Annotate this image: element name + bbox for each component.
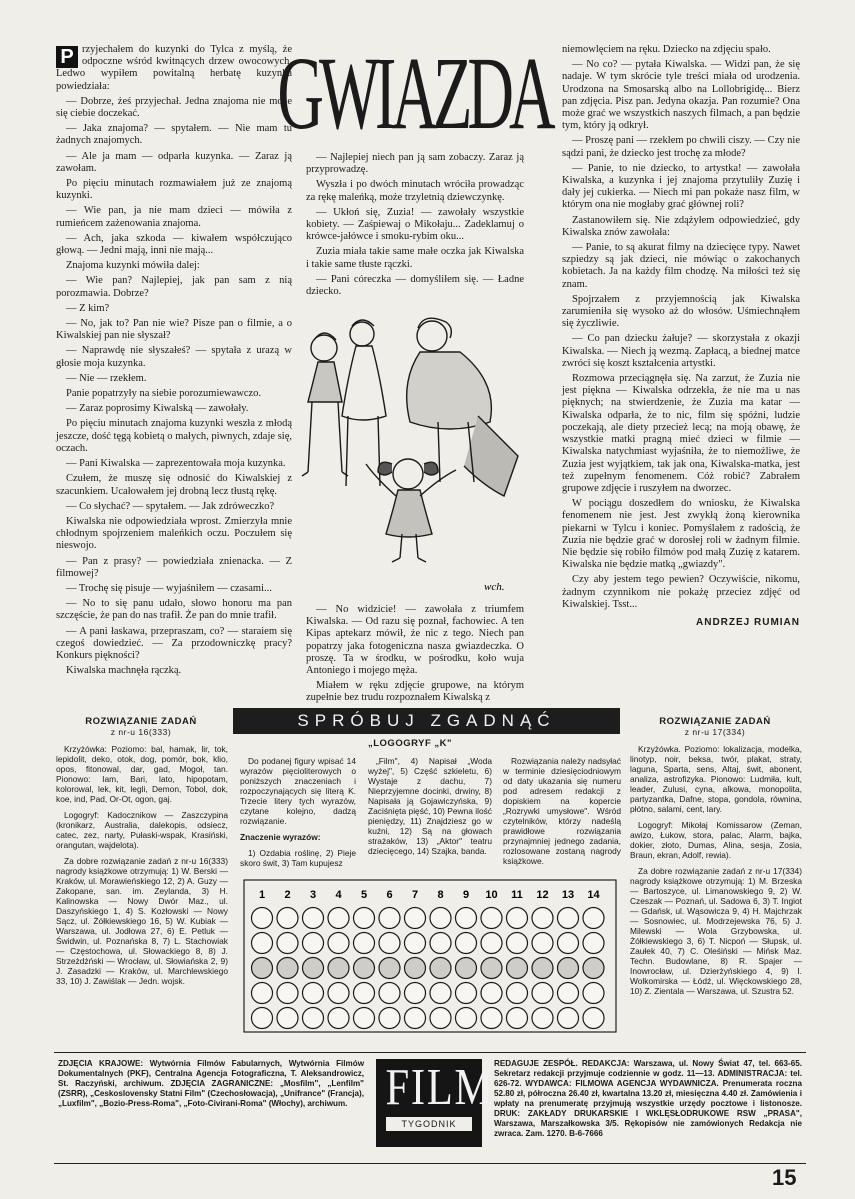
grid-letter-cell[interactable] [354, 958, 375, 979]
grid-letter-cell[interactable] [303, 958, 324, 979]
grid-letter-cell[interactable] [354, 908, 375, 929]
article-paragraph: — Pan z prasy? — powiedziała znienacka. — Z filmowej? [56, 555, 292, 579]
grid-letter-cell[interactable] [430, 908, 451, 929]
article-paragraph-text: rzyjechałem do kuzynki do Tylca z myślą, że odpoczne wśród kwitnących drzew owocowych. Ledwo wypiłem powitalną herbatę kuzynka powiedziała: [56, 44, 292, 92]
grid-letter-cell[interactable] [558, 933, 579, 954]
grid-letter-cell[interactable] [430, 1008, 451, 1029]
article-paragraph: — Wie pan, ja nie mam dzieci — mówiła z rumieńcem zażenowania znajoma. [56, 205, 292, 229]
grid-letter-cell[interactable] [354, 1008, 375, 1029]
grid-letter-cell[interactable] [507, 933, 528, 954]
grid-letter-cell[interactable] [558, 1008, 579, 1029]
grid-letter-cell[interactable] [405, 983, 426, 1004]
grid-letter-cell[interactable] [252, 1008, 273, 1029]
grid-letter-cell[interactable] [405, 1008, 426, 1029]
article-paragraph: — Proszę pani — rzekłem po chwili ciszy. — Czy nie sądzi pani, że dziecko jest trochę za młode? [562, 135, 800, 159]
article-paragraph: — Trochę się pisuje — wyjaśniłem — czasami... [66, 582, 272, 594]
grid-letter-cell[interactable] [379, 933, 400, 954]
article-paragraph: Po pięciu minutach znajoma kuzynki weszła z młodą jeszcze, dość tęgą kobietą o małych, piwnych, zdaje się, oczach. [56, 418, 292, 454]
article-paragraph: Kiwalska nie odpowiedziała wprost. Zmierzyła mnie chłodnym spojrzeniem maleńkich oczu. Poczułem się nieswojo. [56, 515, 292, 552]
article-paragraph: — Pani córeczka — domyśliłem się. — Ładne dziecko. [306, 273, 524, 298]
grid-letter-cell[interactable] [481, 908, 502, 929]
grid-letter-cell[interactable] [583, 983, 604, 1004]
masthead-footer [54, 1052, 806, 1164]
grid-letter-cell[interactable] [583, 958, 604, 979]
submission-rules-text: Rozwiązania należy nadsyłać w terminie dziesięciodniowym od daty ukazania się numeru pod adresem redakcji z dopiskiem na kopercie „Rozrywki umysłowe". Wśród czytelników, którzy nadeślą prawidłowe rozwiązania przynajmniej jednego zadania, rozlosowane zostaną nagrody książkowe. [503, 756, 621, 866]
grid-column-number: 14 [587, 889, 600, 901]
solutions-right-text [630, 744, 802, 1002]
article-title: GWIAZDA [277, 36, 551, 151]
author-signature: ANDRZEJ RUMIAN [696, 616, 800, 628]
grid-letter-cell[interactable] [277, 983, 298, 1004]
article-paragraph: — No to się panu udało, słowo honoru ma pan szczęście, że pan do nas trafił. Że pan do mnie trafił. [56, 598, 292, 622]
grid-letter-cell[interactable] [277, 908, 298, 929]
illustration-signature: wch. [484, 581, 505, 593]
article-paragraph: Znajoma kuzynki mówiła dalej: [66, 260, 200, 272]
winners-list: Za dobre rozwiązanie zadań z nr-u 16(333) nagrody książkowe otrzymują: 1) W. Berski — Kraków, ul. Morawieńskiego 12, 2) A. Guzy — Zakopane, san. im. Zeylanda, 3) H. Kalinowska — Nowy Dwór Maz., ul. Daszyńskiego 1, 4) S. Kozłowski — Nowy Sącz, ul. Żółkiewskiego 16, 5) W. Kubiak — Warszawa, ul. Jodłowa 27, 6) E. Petluk — Świdwin, ul. Poznańska 8, 7) L. Stachowiak — Częstochowa, ul. Słowackiego 8, 8) J. Strzeżdżński — Wrocław, ul. Słowiańska 2, 9) J. Zasadzki — Kraków, ul. Marchlewskiego 33, 10) J. Zawiślak — Jedn. wojsk. [56, 856, 228, 986]
logogryph-heading: „LOGOGRYF „K" [367, 738, 452, 749]
article-paragraph: Kiwalska machnęła rączką. [66, 665, 182, 677]
grid-letter-cell[interactable] [328, 908, 349, 929]
crossword-solution: Krzyżówka. Poziomo: lokalizacja, modelka, linotyp, noir, beksa, twór, plakat, straty, laguna, Sparta, sens, Altaj, świt, abonent, analiza, astrofizyka. Pionowo: Ludmiła, kult, leader, Zulusi, cyna, alkowa, monopolita, partyzantka, Dafne, stopa, gondola, równina, płótno, salami, cent, lary. [630, 744, 802, 814]
solutions-heading-right [630, 716, 800, 737]
grid-letter-cell[interactable] [252, 908, 273, 929]
grid-letter-cell[interactable] [303, 983, 324, 1004]
article-paragraph: — Panie, to są akurat filmy na dziecięce typy. Nawet szpiedzy są jak dzieci, nie mówiąc o zakochanych kobietach. Ja na każdy film chodzę. Na miłości też się znam. [562, 242, 800, 290]
grid-letter-cell[interactable] [405, 958, 426, 979]
article-paragraph: Zastanowiłem się. Nie zdążyłem odpowiedzieć, gdy Kiwalska znów zawołała: [562, 214, 800, 238]
article-paragraph: — Panie, to nie dziecko, to artystka! — zawołała Kiwalska, a kuzynka i jej znajoma przytuliły Zuzię i dały jej cukierka. — Niech mi pan pokaże nasz film, w którym ona nie mogłaby grać głównej roli? [562, 162, 800, 211]
grid-letter-cell[interactable] [328, 933, 349, 954]
article-paragraph: — Ale ja mam — odparła kuzynka. — Zaraz ją zawołam. [56, 150, 292, 174]
article-paragraph: niemowlęciem na ręku. Dziecko na zdjęciu spało. [562, 44, 771, 55]
grid-letter-cell[interactable] [379, 958, 400, 979]
word-meanings-label: Znaczenie wyrazów: [240, 832, 321, 842]
grid-letter-cell[interactable] [354, 983, 375, 1004]
grid-letter-cell[interactable] [252, 983, 273, 1004]
article-paragraph: Czułem, że muszę się odnosić do Kiwalskiej z szacunkiem. Ucałowałem jej drobną lecz tłustą rękę. [56, 473, 292, 497]
word-meanings-text: „Film", 4) Napisał „Woda wyżej", 5) Część szkieletu, 6) Wystaje z dachu, 7) Nieprzyjemne docinki, drwiny, 8) Napisała ją Gojawiczyńska, 9) Zaciśnięta pięść, 10) Pewna ilość pieniędzy, 11) Znajdziesz go w kuźni, 12) Są na głowach strażaków, 13) „Aktor" teatru dziecięcego, 14) Szajka, banda. [368, 756, 492, 856]
article-column-3 [562, 44, 800, 629]
article-paragraph: — Co słychać? — spytałem. — Jak zdróweczko? [66, 500, 275, 512]
article-paragraph: — No, jak to? Pan nie wie? Pisze pan o filmie, a o Kiwalskiej pan nie słyszał? [56, 318, 292, 342]
grid-letter-cell[interactable] [532, 958, 553, 979]
article-paragraph: — Pani Kiwalska — zaprezentowała moja kuzynka. [66, 458, 286, 470]
editorial-info: REDAGUJE ZESPÓŁ. REDAKCJA: Warszawa, ul. Nowy Świat 47, tel. 663-65. Sekretarz redakcji przyjmuje codziennie w godz. 11—13. ADMINISTRACJA: tel. 626-72. WYDAWCA: FILMOWA AGENCJA WYDAWNICZA. Prenumerata roczna 52.80 zł, półroczna 26.40 zł, kwartalna 13.20 zł, miesięczna 4.40 zł. Zamówienia i wpłaty na prenumeratę przyjmują wszystkie urzędy pocztowe i listonosze. DRUK: ZAKŁADY DRUKARSKIE I WKLĘSŁODRUKOWE RSW „PRASA", Warszawa, Marszałkowska 3/5. Rękopisów nie zamówionych Redakcja nie zwraca. Zam. 1270. B-6-7666 [494, 1059, 802, 1138]
grid-column-number: 10 [485, 889, 498, 901]
winners-list: Za dobre rozwiązanie zadań z nr-u 17(334) nagrody książkowe otrzymują: 1) M. Brzeska — Bartoszyce, ul. Limanowskiego 9, 2) W. Czeszak — Poznań, ul. Sadowa 6, 3) T. Ingiot — Gdańsk, ul. Wąsowicza 9, 4) H. Majchrzak — Sosnowiec, ul. Modrzejewska 76, 5) J. Milewski — Wola Grzybowska, ul. Żółkiewskiego 3, 6) T. Nicpoń — Słupsk, ul. Zaułek 40, 7) C. Oleśiński — Mińsk Maz. Techn. Budowlane, 8) R. Spajer — Inowrocław, ul. Dzierżyńskiego 4, 9) I. Wolkomirska — Łódź, ul. Więckowskiego 28, 10) Z. Zientala — Warszawa, ul. Szustra 52. [630, 866, 802, 996]
grid-letter-cell[interactable] [507, 958, 528, 979]
grid-letter-cell[interactable] [507, 983, 528, 1004]
article-paragraph: — Wie pan? Najlepiej, jak pan sam z nią porozmawia. Dobrze? [56, 275, 292, 299]
grid-column-number: 12 [536, 889, 549, 901]
grid-letter-cell[interactable] [456, 933, 477, 954]
logogryph-grid [240, 876, 620, 1036]
grid-letter-cell[interactable] [354, 933, 375, 954]
grid-letter-cell[interactable] [379, 1008, 400, 1029]
grid-column-number: 5 [360, 889, 368, 901]
grid-letter-cell[interactable] [583, 1008, 604, 1029]
grid-letter-cell[interactable] [532, 1008, 553, 1029]
logo-wordmark: FILM [385, 1059, 494, 1116]
article-paragraph: — A pani łaskawa, przepraszam, co? — staraiem się czegoś dowiedzieć. — Za przodowniczkę pracy? Konkurs piękności? [56, 625, 292, 661]
article-paragraph: Zuzia miała takie same małe oczka jak Kiwalska i takie same tłuste rączki. [306, 246, 524, 270]
article-paragraph: Wyszła i po dwóch minutach wróciła prowadząc za rękę maleńką, może trzyletnią dziewczynkę. [306, 179, 524, 203]
solutions-issue: z nr-u 17(334) [684, 727, 746, 737]
grid-letter-cell[interactable] [481, 958, 502, 979]
article-paragraph [56, 44, 292, 93]
grid-letter-cell[interactable] [583, 908, 604, 929]
grid-letter-cell[interactable] [456, 908, 477, 929]
article-paragraph: Rozmowa przeciągnęła się. Na zarzut, że Zuzia nie jest piękna — Kiwalska odrzekła, że nie ma u nas pięknych; na stwierdzenie, że Zuzia ma katar — Kiwalska odparła, że to nic, film się spóźni, ludzie poczekają, ale diety przecież lecą; na moją obawę, że wszystkie matki pragną mieć dzieci w filmie — Kiwalska natychmiast wyjaśniła, że to niemożliwe, że Zuzia jest wyjątkiem, tak jak ona, Kiwalska-matka, jest też zupełnym fenomenem. Cóż robić? Zabrałem grupowe zdjęcie i ruszyłem na dworzec. [562, 373, 800, 494]
grid-frame [244, 880, 616, 1032]
article-paragraph: — Dobrze, żeś przyjechał. Jedna znajoma nie może się ciebie doczekać. [56, 95, 292, 120]
grid-letter-cell[interactable] [430, 958, 451, 979]
grid-letter-cell[interactable] [303, 1008, 324, 1029]
logo-subtitle: TYGODNIK [386, 1117, 472, 1131]
grid-letter-cell[interactable] [558, 958, 579, 979]
grid-letter-cell[interactable] [507, 1008, 528, 1029]
grid-column-number: 3 [309, 889, 317, 901]
grid-column-number: 13 [561, 889, 575, 901]
article-paragraph: — Naprawdę nie słyszałeś? — spytała z urazą w głosie moja kuzynka. [56, 345, 292, 369]
grid-column-number: 11 [511, 889, 523, 901]
grid-letter-cell[interactable] [481, 983, 502, 1004]
article-paragraph: Spojrzałem z przyjemnością jak Kiwalska zarumieniła się wysoko aż do włosów. Uśmiechnąłem się życzliwie. [562, 293, 800, 330]
film-logo [376, 1059, 494, 1147]
logogryph-solution: Logogryf: Mikołaj Komissarow (Zeman, awizo, Łukow, stora, palac, Alarm, bajka, dokier, złoto, Dumas, Alina, sesja, Zosia, Braun, ekran, Adolf, rewia). [630, 820, 802, 860]
grid-letter-cell[interactable] [532, 908, 553, 929]
puzzle-instructions-text: Do podanej figury wpisać 14 wyrazów pięcioliterowych o poniższych znaczeniach i rozpoczynających się literą K. Trzecie litery tych wyrazów, czytane kolejno, dadzą rozwiązanie. [240, 756, 356, 826]
article-paragraph: — No co? — pytała Kiwalska. — Widzi pan, że się nadaje. W tym skrócie tyle treści miała od urodzenia. Urodzona na Smosarską albo na Lollobrigidę... Bierz pan zdjęcia. Pisz pan. Jedyna okazja. Pan rozumie? Ona może grać we wszystkich naszych filmach, a pan będzie tym, który ją odkrył. [562, 59, 800, 132]
article-paragraph: — Ach, jaka szkoda — kiwałem współczująco głową. — Jedni mają, inni nie mają... [56, 232, 292, 257]
grid-letter-cell[interactable] [558, 983, 579, 1004]
article-paragraph: — Nie — rzekłem. [66, 372, 147, 384]
grid-column-number: 1 [258, 889, 266, 901]
article-column-2-bottom [306, 604, 524, 708]
article-paragraph: — Zaraz poprosimy Kiwalską — zawołały. [66, 403, 249, 415]
grid-column-number: 2 [284, 889, 291, 901]
grid-column-number: 4 [335, 889, 342, 901]
grid-letter-cell[interactable] [532, 983, 553, 1004]
article-paragraph: Miałem w ręku zdjęcie grupowe, na którym zupełnie bez trudu rozpoznałem Kiwalską z [306, 680, 524, 704]
solutions-heading-text: ROZWIĄZANIE ZADAŃ [659, 716, 771, 727]
solutions-heading-text: ROZWIĄZANIE ZADAŃ [85, 716, 197, 727]
grid-letter-cell[interactable] [277, 958, 298, 979]
puzzle-section-banner: SPRÓBUJ ZGADNĄĆ [233, 708, 620, 734]
grid-column-number: 8 [437, 889, 444, 901]
grid-letter-cell[interactable] [303, 908, 324, 929]
grid-letter-cell[interactable] [456, 983, 477, 1004]
word-meanings-continued [368, 756, 492, 862]
grid-letter-cell[interactable] [481, 933, 502, 954]
puzzle-instructions [240, 756, 356, 874]
article-paragraph: Po pięciu minutach rozmawiałem już ze znajomą kuzynki. [56, 178, 292, 202]
article-paragraph: Czy aby jestem tego pewien? Oczywiście, nikomu, żadnym czynnikom nie pokażę przeciez zdjęć od Kiwalskiej. Tsst... [562, 574, 800, 610]
grid-letter-cell[interactable] [583, 933, 604, 954]
grid-letter-cell[interactable] [532, 933, 553, 954]
article-paragraph: — Jaka znajoma? — spytałem. — Nie mam tu żadnych znajomych. [56, 123, 292, 147]
article-paragraph: W pociągu doszedłem do wniosku, że Kiwalska fenomenem nie jest. Jest zwykłą żoną kierownika piekarni w Tylcu i koniec. Pomyślałem z radością, że Zuzia nie będzie grać w dorosłej roli w żadnym filmie. Nie będzie się robiło filmów pod małą Zuzię z katarem. Kiwalska nie będzie matką „gwiazdy". [562, 498, 800, 571]
grid-letter-cell[interactable] [277, 933, 298, 954]
grid-letter-cell[interactable] [328, 983, 349, 1004]
grid-letter-cell[interactable] [430, 983, 451, 1004]
grid-letter-cell[interactable] [558, 908, 579, 929]
photo-credits: ZDJĘCIA KRAJOWE: Wytwórnia Filmów Fabularnych, Wytwórnia Filmów Dokumentalnych (PKF), Centralna Agencja Fotograficzna, T. Aleksandrowicz, St. Raczyński, archiwum. ZDJĘCIA ZAGRANICZNE: „Mosfilm", „Lenfilm" (ZSRR), „Ceskoslovensky Statni Film" (Czechosłowacja), „Unifrance" (Francja), „Luxfilm", „Bozio-Press-Roma", „Foto-Civirani-Roma" (Włochy), archiwum. [58, 1059, 364, 1108]
grid-column-number: 6 [386, 889, 393, 901]
grid-letter-cell[interactable] [252, 933, 273, 954]
article-column-2-top [306, 152, 524, 301]
page-number: 15 [772, 1165, 797, 1190]
solutions-left-text [56, 744, 228, 992]
article-paragraph: Panie popatrzyły na siebie porozumiewawczo. [66, 388, 262, 400]
grid-letter-cell[interactable] [379, 983, 400, 1004]
grid-letter-cell[interactable] [405, 933, 426, 954]
grid-letter-cell[interactable] [456, 958, 477, 979]
grid-letter-cell[interactable] [405, 908, 426, 929]
logogryph-solution: Logogryf: Kadocznikow — Zaszczypina (kronikarz, Australia, dalekopis, odsiecz, catec, zez, narty, Pułaski-wspak, Krasiński, orangutan, wajdelota). [56, 810, 228, 850]
grid-letter-cell[interactable] [303, 933, 324, 954]
illustration-mothers-and-child [298, 296, 530, 596]
grid-letter-cell[interactable] [328, 1008, 349, 1029]
grid-column-number: 9 [462, 889, 470, 901]
article-paragraph: — Co pan dziecku żałuje? — skorzystała z okazji Kiwalska. — Niech ją wezmą. Zapłacą, a biednej matce zwróci się koszt kształcenia artystki. [562, 333, 800, 369]
drop-cap: P [56, 46, 78, 68]
solutions-issue: z nr-u 16(333) [110, 727, 172, 737]
grid-letter-cell[interactable] [430, 933, 451, 954]
grid-letter-cell[interactable] [481, 1008, 502, 1029]
grid-letter-cell[interactable] [456, 1008, 477, 1029]
article-paragraph: — Ukłoń się, Zuzia! — zawołały wszystkie kobiety. — Zaśpiewaj o Mikołaju... Zadeklamuj o krówce-jałówce i smoku-rybim oku... [306, 206, 524, 243]
grid-letter-cell[interactable] [328, 958, 349, 979]
grid-column-number: 7 [411, 889, 419, 901]
submission-rules [503, 756, 621, 872]
grid-letter-cell[interactable] [252, 958, 273, 979]
grid-letter-cell[interactable] [379, 908, 400, 929]
solutions-heading-left [56, 716, 226, 737]
article-paragraph: — Z kim? [66, 302, 110, 314]
article-paragraph: — Najlepiej niech pan ją sam zobaczy. Zaraz ją przyprowadzę. [306, 152, 524, 176]
crossword-solution: Krzyżówka: Poziomo: bal, hamak, lir, tok, lepidolit, deko, otok, dog, pomór, bok, klio, opos, fitonowal, dar, gad, Mogoł, tan. Pionowo: Iam, Bari, lato, hipopotam, kolorowal, lek, kit, legli, Demon, Tobol, dok, koe, ind, Pad, Or-Ot, ogon, gaj. [56, 744, 228, 804]
grid-letter-cell[interactable] [507, 908, 528, 929]
grid-letter-cell[interactable] [277, 1008, 298, 1029]
article-paragraph: — No widzicie! — zawołała z triumfem Kiwalska. — Od razu się poznał, fachowiec. A ten Kipas aptekarz mówił, że nic z tego. Niech pan popatrzy jaka fotogeniczna nasza gwiazdeczka. O proszę. Ta w środku, w pośrodku, koło wuja Antoniego i mojego męża. [306, 604, 524, 677]
word-meanings-start: 1) Ozdabia roślinę, 2) Pieje skoro świt, 3) Tam kupujesz [240, 848, 356, 868]
article-column-1 [56, 44, 292, 680]
